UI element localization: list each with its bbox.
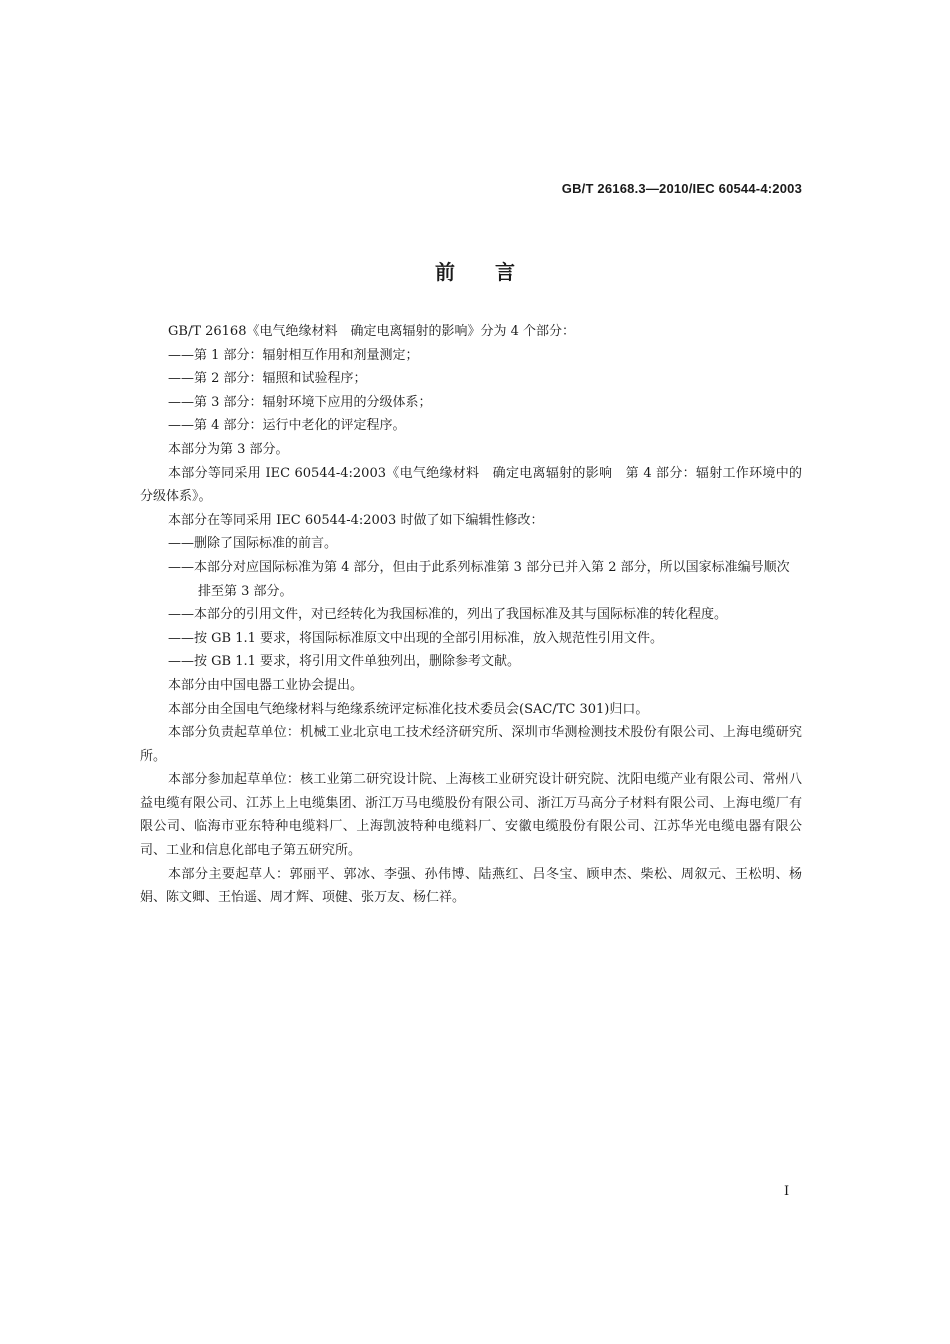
list-item: ——删除了国际标准的前言。 (168, 536, 338, 552)
list-item: ——本部分的引用文件，对已经转化为我国标准的，列出了我国标准及其与国际标准的转化程度。 (168, 607, 728, 623)
list-item: ——按 GB 1.1 要求，将引用文件单独列出，删除参考文献。 (168, 654, 521, 670)
paragraph: 本部分由全国电气绝缘材料与绝缘系统评定标准化技术委员会(SAC/TC 301)归口。 (168, 701, 649, 717)
paragraph: 本部分为第 3 部分。 (168, 441, 289, 457)
foreword-body (140, 320, 802, 910)
paragraph: GB/T 26168《电气绝缘材料 确定电离辐射的影响》分为 4 个部分： (168, 324, 576, 339)
list-item: ——第 1 部分：辐射相互作用和剂量测定； (168, 347, 419, 363)
paragraph: 本部分参加起草单位：核工业第二研究设计院、上海核工业研究设计研究院、沈阳电缆产业有限公司、常州八益电缆有限公司、江苏上上电缆集团、浙江万马电缆股份有限公司、浙江万马高分子材料有限公司、上海电缆厂有限公司、临海市亚东特种电缆料厂、上海凯波特种电缆料厂、安徽电缆股份有限公司、江苏华光电缆电器有限公司、工业和信息化部电子第五研究所。 (140, 772, 802, 859)
paragraph: 本部分在等同采用 IEC 60544-4:2003 时做了如下编辑性修改： (168, 512, 544, 528)
list-item: ——按 GB 1.1 要求，将国际标准原文中出现的全部引用标准，放入规范性引用文件。 (168, 630, 664, 646)
paragraph: 本部分由中国电器工业协会提出。 (168, 677, 364, 693)
page-title: 前言 (435, 260, 555, 284)
paragraph: 本部分主要起草人：郭丽平、郭冰、李强、孙伟博、陆燕红、吕冬宝、顾申杰、柴松、周叙元、王松明、杨娟、陈文卿、王怡遥、周才辉、项健、张万友、杨仁祥。 (140, 866, 802, 906)
list-item: ——第 4 部分：运行中老化的评定程序。 (168, 418, 406, 434)
paragraph: 本部分负责起草单位：机械工业北京电工技术经济研究所、深圳市华测检测技术股份有限公司、上海电缆研究所。 (140, 725, 802, 764)
standard-code: GB/T 26168.3—2010/IEC 60544-4:2003 (561, 181, 802, 196)
list-item: ——第 3 部分：辐射环境下应用的分级体系； (168, 394, 432, 410)
list-item: ——第 2 部分：辐照和试验程序； (168, 371, 367, 387)
paragraph: 本部分等同采用 IEC 60544-4:2003《电气绝缘材料 确定电离辐射的影响 第 4 部分：辐射工作环境中的分级体系》。 (140, 465, 802, 505)
page-number: I (784, 1184, 790, 1199)
list-item: ——本部分对应国际标准为第 4 部分，但由于此系列标准第 3 部分已并入第 2 部分，所以国家标准编号顺次排至第 3 部分。 (168, 559, 790, 599)
